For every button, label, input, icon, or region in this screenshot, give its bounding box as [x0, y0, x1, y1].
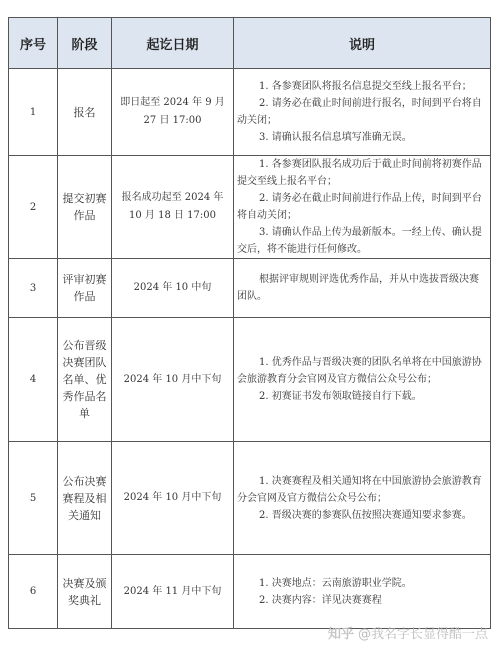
row-date: 2024 年 10 月中下旬 [112, 442, 234, 555]
row-description [234, 156, 491, 259]
description-line: 3. 请确认报名信息填写准确无误。 [259, 132, 412, 143]
row-stage: 公布决赛赛程及相关通知 [58, 442, 112, 555]
row-description [234, 555, 491, 629]
row-date: 2024 年 11 月中下旬 [112, 555, 234, 629]
header-num: 序号 [9, 18, 58, 69]
row-description [234, 259, 491, 318]
watermark-site: 知乎 [327, 627, 354, 642]
description-line: 1. 优秀作品与晋级决赛的团队名单将在中国旅游协会旅游教育分会官网及官方微信公众号公布； [237, 357, 482, 385]
row-stage: 公布晋级决赛团队名单、优秀作品名单 [58, 318, 112, 442]
row-stage: 评审初赛作品 [58, 259, 112, 318]
description-line: 2. 请务必在截止时间前进行报名，时间到平台将自动关闭； [237, 98, 482, 126]
description-line: 1. 决赛地点：云南旅游职业学院。 [259, 577, 412, 589]
row-date: 即日起至 2024 年 9 月 27 日 17:00 [112, 69, 234, 156]
row-stage: 决赛及颁奖典礼 [58, 555, 112, 629]
description-line: 2. 决赛内容：详见决赛赛程 [259, 594, 382, 606]
table-row [9, 69, 491, 156]
table-row [9, 318, 491, 442]
row-number: 1 [9, 69, 58, 156]
row-description [234, 442, 491, 555]
description-line: 3. 请确认作品上传为最新版本。一经上传、确认提交后，将不能进行任何修改。 [237, 227, 482, 255]
description-line: 1. 各参赛团队报名成功后于截止时间前将初赛作品提交至线上报名平台； [237, 159, 482, 187]
row-number: 5 [9, 442, 58, 555]
row-date: 2024 年 10 中旬 [112, 259, 234, 318]
schedule-table [8, 17, 491, 629]
description-line: 2. 请务必在截止时间前进行作品上传，时间到平台将自动关闭； [237, 193, 482, 221]
table-row [9, 442, 491, 555]
row-number: 6 [9, 555, 58, 629]
description-line: 2. 初赛证书发布领取链接自行下载。 [259, 391, 422, 402]
row-description [234, 318, 491, 442]
row-stage: 报名 [58, 69, 112, 156]
table-row [9, 156, 491, 259]
description-line: 根据评审规则评选优秀作品，并从中选拔晋级决赛团队。 [237, 274, 479, 302]
watermark [328, 623, 488, 642]
table-body [9, 69, 491, 629]
row-number: 3 [9, 259, 58, 318]
row-number: 2 [9, 156, 58, 259]
description-line: 1. 决赛赛程及相关通知将在中国旅游协会旅游教育分会官网及官方微信公众号公布； [237, 475, 482, 504]
row-date: 报名成功起至 2024 年 10 月 18 日 17:00 [112, 156, 234, 259]
row-description [234, 69, 491, 156]
table-row [9, 259, 491, 318]
header-desc: 说明 [234, 18, 491, 69]
description-line: 1. 各参赛团队将报名信息提交至线上报名平台； [259, 81, 472, 92]
row-date: 2024 年 10 月中下旬 [112, 318, 234, 442]
header-stage: 阶段 [58, 18, 112, 69]
row-stage: 提交初赛作品 [58, 156, 112, 259]
description-line: 2. 晋级决赛的参赛队伍按照决赛通知要求参赛。 [259, 509, 472, 521]
watermark-handle: @我名字长显得酷一点 [357, 627, 488, 642]
header-date: 起讫日期 [112, 18, 234, 69]
row-number: 4 [9, 318, 58, 442]
table-row [9, 555, 491, 629]
table-header-row [9, 18, 491, 69]
